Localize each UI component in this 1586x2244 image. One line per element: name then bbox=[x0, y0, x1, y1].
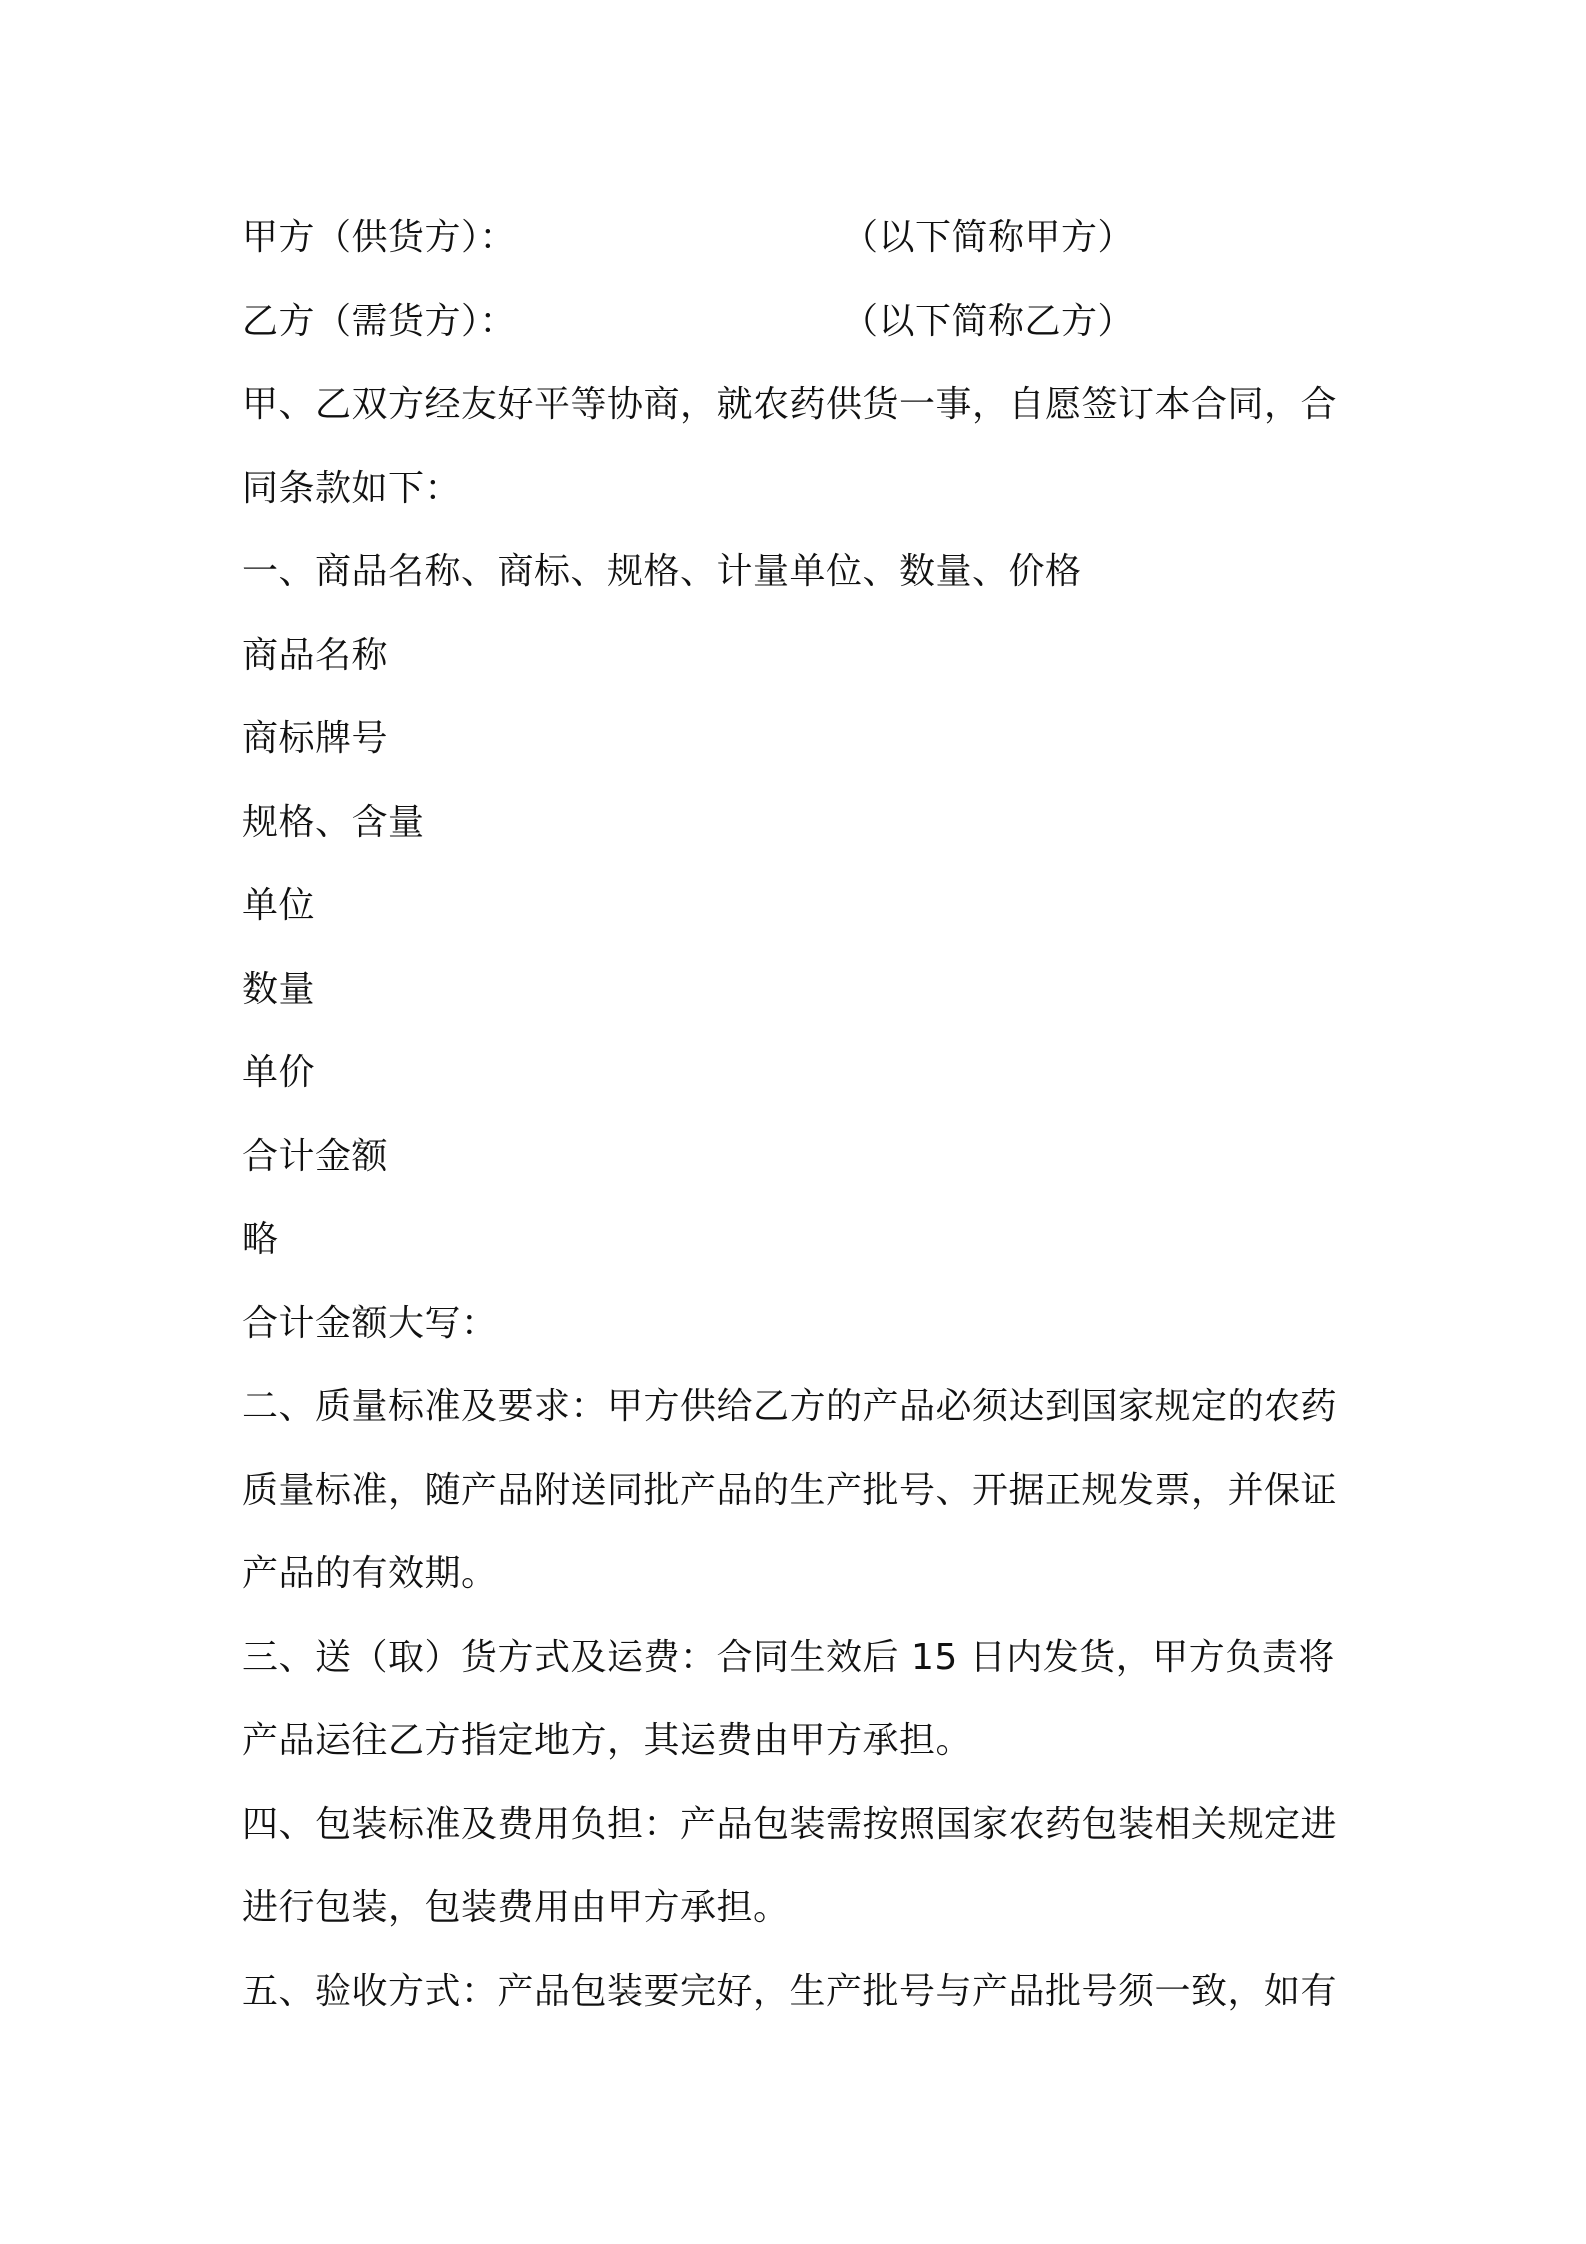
item-unit: 单位 bbox=[242, 885, 316, 926]
intro-line-1: 甲、乙双方经友好平等协商，就农药供货一事，自愿签订本合同，合 bbox=[242, 384, 1338, 425]
item-total: 合计金额 bbox=[242, 1135, 389, 1177]
item-total-in-words: 合计金额大写： bbox=[242, 1302, 498, 1344]
item-product-name: 商品名称 bbox=[242, 634, 389, 676]
item-quantity: 数量 bbox=[242, 968, 316, 1010]
section-3-line-1: 三、送（取）货方式及运费：合同生效后 15 日内发货，甲方负责将 bbox=[242, 1636, 1335, 1678]
section-5-line-1: 五、验收方式：产品包装要完好，生产批号与产品批号须一致，如有 bbox=[242, 1970, 1338, 2012]
party-b-label: 乙方（需货方）： bbox=[242, 300, 517, 342]
contract-body bbox=[242, 196, 1362, 2033]
party-a-label: 甲方（供货方）： bbox=[242, 217, 517, 258]
item-omitted: 略 bbox=[242, 1219, 279, 1260]
item-unit-price: 单价 bbox=[242, 1052, 316, 1093]
section-4-line-1: 四、包装标准及费用负担：产品包装需按照国家农药包装相关规定进 bbox=[242, 1803, 1338, 1845]
section-4-line-2: 进行包装，包装费用由甲方承担。 bbox=[242, 1887, 790, 1928]
item-brand: 商标牌号 bbox=[242, 718, 389, 759]
party-a-note: （以下简称甲方） bbox=[842, 217, 1135, 258]
section-2-line-3: 产品的有效期。 bbox=[242, 1553, 498, 1594]
section-2-line-2: 质量标准，随产品附送同批产品的生产批号、开据正规发票，并保证 bbox=[242, 1469, 1338, 1511]
party-b-note: （以下简称乙方） bbox=[842, 300, 1135, 342]
item-spec: 规格、含量 bbox=[242, 801, 425, 843]
intro-line-2: 同条款如下： bbox=[242, 467, 462, 509]
section-2-line-1: 二、质量标准及要求：甲方供给乙方的产品必须达到国家规定的农药 bbox=[242, 1386, 1338, 1427]
party-b-line bbox=[242, 280, 1362, 364]
party-a-line bbox=[242, 196, 1362, 280]
section-3-line-2: 产品运往乙方指定地方，其运费由甲方承担。 bbox=[242, 1720, 973, 1761]
section-1-heading: 一、商品名称、商标、规格、计量单位、数量、价格 bbox=[242, 551, 1082, 592]
